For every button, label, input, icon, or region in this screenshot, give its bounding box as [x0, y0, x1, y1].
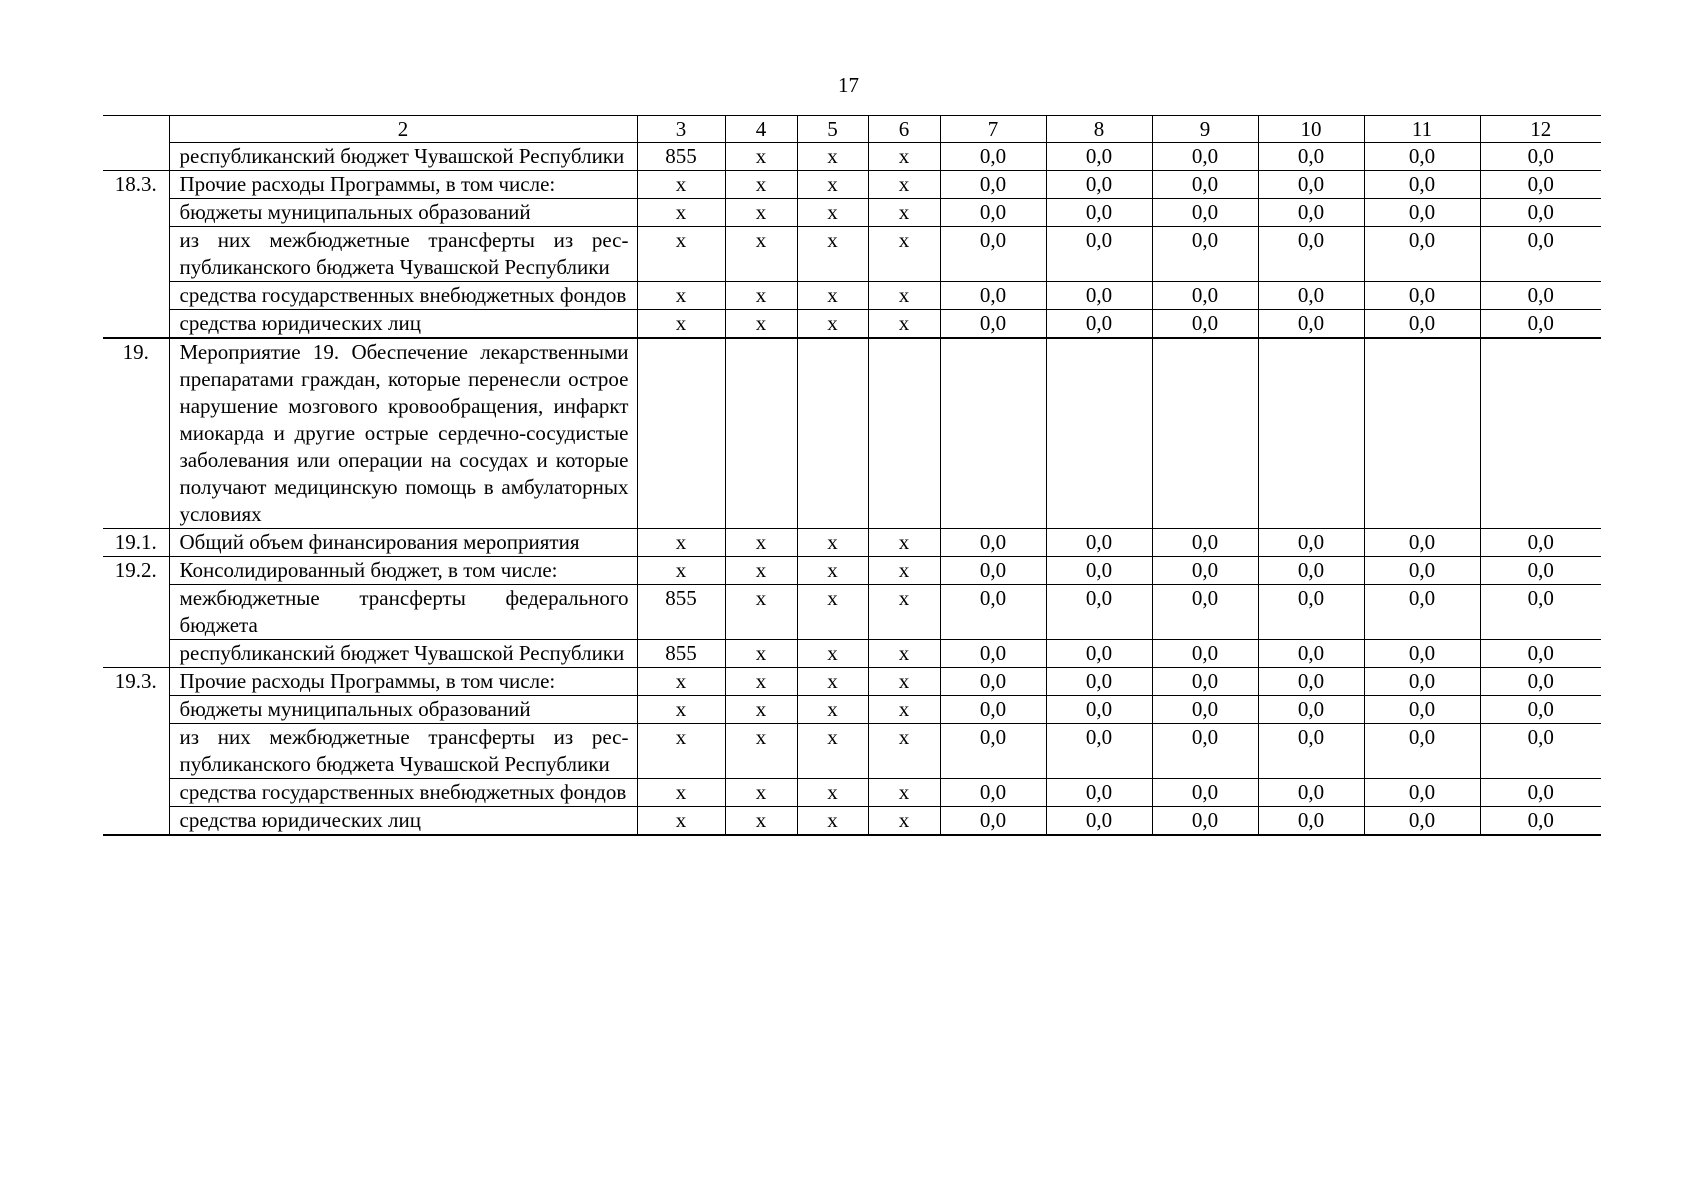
header-cell: 8 — [1046, 116, 1152, 143]
table-row — [103, 227, 1601, 282]
code-cell: х — [637, 779, 725, 807]
row-label-cell: из них межбюджетные трансферты из республиканского бюджета Чувашской Республики — [169, 724, 637, 779]
value-cell: 0,0 — [940, 282, 1046, 310]
value-cell: 0,0 — [1480, 227, 1601, 282]
row-number-cell — [103, 199, 169, 227]
header-cell — [103, 116, 169, 143]
header-cell: 11 — [1364, 116, 1480, 143]
col4-cell: х — [725, 171, 797, 199]
col4-cell: х — [725, 227, 797, 282]
value-cell: 0,0 — [1258, 668, 1364, 696]
table-row — [103, 585, 1601, 640]
table-row — [103, 779, 1601, 807]
row-number-cell — [103, 696, 169, 724]
col5-cell: х — [797, 557, 868, 585]
col5-cell: х — [797, 310, 868, 339]
value-cell: 0,0 — [1152, 585, 1258, 640]
col4-cell: х — [725, 779, 797, 807]
row-label-cell: Мероприятие 19. Обеспечение лекарственными препаратами граждан, которые перенесли острое нарушение мозгового кровообращения, инфаркт миокарда и другие острые сердечно-сосудистые заболевания или операции на сосудах и которые получают медицинскую помощь в амбулаторных условиях — [169, 338, 637, 529]
col4-cell: х — [725, 724, 797, 779]
value-cell: 0,0 — [1046, 585, 1152, 640]
table-row — [103, 310, 1601, 339]
table-row — [103, 640, 1601, 668]
row-label-cell: бюджеты муниципальных образований — [169, 199, 637, 227]
col6-cell: х — [868, 171, 940, 199]
table-row — [103, 338, 1601, 529]
value-cell: 0,0 — [1152, 807, 1258, 836]
col6-cell: х — [868, 282, 940, 310]
row-label-cell: средства государственных внебюджетных фондов — [169, 779, 637, 807]
value-cell: 0,0 — [1046, 143, 1152, 171]
value-cell — [1046, 338, 1152, 529]
value-cell: 0,0 — [1364, 282, 1480, 310]
code-cell: х — [637, 199, 725, 227]
value-cell: 0,0 — [1046, 807, 1152, 836]
table-row — [103, 529, 1601, 557]
value-cell: 0,0 — [1046, 640, 1152, 668]
row-label-cell: средства юридических лиц — [169, 310, 637, 339]
code-cell: х — [637, 171, 725, 199]
code-cell: х — [637, 282, 725, 310]
value-cell: 0,0 — [1152, 724, 1258, 779]
value-cell: 0,0 — [1364, 310, 1480, 339]
value-cell: 0,0 — [1152, 171, 1258, 199]
value-cell: 0,0 — [1258, 227, 1364, 282]
code-cell: х — [637, 227, 725, 282]
value-cell: 0,0 — [940, 668, 1046, 696]
row-number-cell — [103, 143, 169, 171]
col4-cell: х — [725, 807, 797, 836]
col5-cell — [797, 338, 868, 529]
value-cell: 0,0 — [1152, 668, 1258, 696]
value-cell: 0,0 — [940, 199, 1046, 227]
row-label-cell: республиканский бюджет Чувашской Республики — [169, 143, 637, 171]
col6-cell: х — [868, 696, 940, 724]
table-row — [103, 668, 1601, 696]
header-cell: 3 — [637, 116, 725, 143]
row-label-cell: средства государственных внебюджетных фондов — [169, 282, 637, 310]
value-cell: 0,0 — [1046, 668, 1152, 696]
value-cell: 0,0 — [1364, 143, 1480, 171]
value-cell: 0,0 — [1364, 199, 1480, 227]
value-cell — [1364, 338, 1480, 529]
code-cell — [637, 338, 725, 529]
value-cell: 0,0 — [940, 585, 1046, 640]
col5-cell: х — [797, 199, 868, 227]
table-row — [103, 143, 1601, 171]
value-cell: 0,0 — [1258, 779, 1364, 807]
value-cell: 0,0 — [1046, 696, 1152, 724]
value-cell: 0,0 — [1480, 668, 1601, 696]
row-number-cell: 19.3. — [103, 668, 169, 696]
table-row — [103, 199, 1601, 227]
value-cell: 0,0 — [1480, 171, 1601, 199]
code-cell: 855 — [637, 640, 725, 668]
row-number-cell — [103, 640, 169, 668]
value-cell: 0,0 — [1364, 779, 1480, 807]
value-cell: 0,0 — [1258, 199, 1364, 227]
row-number-cell: 19.1. — [103, 529, 169, 557]
row-number-cell — [103, 227, 169, 282]
col6-cell: х — [868, 310, 940, 339]
col6-cell: х — [868, 529, 940, 557]
col5-cell: х — [797, 529, 868, 557]
value-cell: 0,0 — [1480, 807, 1601, 836]
row-label-cell: из них межбюджетные трансферты из республиканского бюджета Чувашской Республики — [169, 227, 637, 282]
col5-cell: х — [797, 807, 868, 836]
header-cell: 2 — [169, 116, 637, 143]
col4-cell — [725, 338, 797, 529]
header-cell: 4 — [725, 116, 797, 143]
value-cell: 0,0 — [940, 557, 1046, 585]
value-cell: 0,0 — [1364, 557, 1480, 585]
code-cell: х — [637, 724, 725, 779]
value-cell: 0,0 — [1046, 724, 1152, 779]
row-number-cell — [103, 310, 169, 339]
value-cell: 0,0 — [1152, 143, 1258, 171]
table-row — [103, 807, 1601, 836]
value-cell: 0,0 — [1258, 529, 1364, 557]
col6-cell: х — [868, 807, 940, 836]
value-cell: 0,0 — [1480, 640, 1601, 668]
value-cell: 0,0 — [1364, 529, 1480, 557]
col6-cell: х — [868, 557, 940, 585]
value-cell: 0,0 — [1152, 199, 1258, 227]
col6-cell: х — [868, 199, 940, 227]
row-number-cell: 19.2. — [103, 557, 169, 585]
row-label-cell: Прочие расходы Программы, в том числе: — [169, 171, 637, 199]
value-cell: 0,0 — [1364, 696, 1480, 724]
code-cell: 855 — [637, 585, 725, 640]
header-cell: 7 — [940, 116, 1046, 143]
value-cell: 0,0 — [940, 724, 1046, 779]
col5-cell: х — [797, 724, 868, 779]
value-cell: 0,0 — [940, 779, 1046, 807]
header-cell: 9 — [1152, 116, 1258, 143]
col4-cell: х — [725, 199, 797, 227]
col5-cell: х — [797, 779, 868, 807]
value-cell: 0,0 — [1046, 529, 1152, 557]
value-cell: 0,0 — [1258, 585, 1364, 640]
value-cell: 0,0 — [1152, 529, 1258, 557]
value-cell: 0,0 — [1152, 779, 1258, 807]
col5-cell: х — [797, 143, 868, 171]
value-cell: 0,0 — [1480, 529, 1601, 557]
value-cell: 0,0 — [1046, 557, 1152, 585]
row-label-cell: Консолидированный бюджет, в том числе: — [169, 557, 637, 585]
value-cell: 0,0 — [1364, 724, 1480, 779]
value-cell: 0,0 — [1480, 310, 1601, 339]
value-cell: 0,0 — [1258, 640, 1364, 668]
value-cell: 0,0 — [940, 171, 1046, 199]
col4-cell: х — [725, 557, 797, 585]
code-cell: х — [637, 696, 725, 724]
col5-cell: х — [797, 696, 868, 724]
row-number-cell — [103, 807, 169, 836]
col5-cell: х — [797, 171, 868, 199]
row-label-cell: Общий объем финансирования мероприятия — [169, 529, 637, 557]
value-cell: 0,0 — [1480, 724, 1601, 779]
value-cell: 0,0 — [1364, 171, 1480, 199]
col5-cell: х — [797, 282, 868, 310]
col6-cell: х — [868, 585, 940, 640]
row-number-cell — [103, 724, 169, 779]
col6-cell: х — [868, 143, 940, 171]
value-cell: 0,0 — [940, 310, 1046, 339]
value-cell: 0,0 — [1152, 282, 1258, 310]
value-cell: 0,0 — [1258, 557, 1364, 585]
value-cell: 0,0 — [1152, 227, 1258, 282]
row-label-cell: бюджеты муниципальных образований — [169, 696, 637, 724]
col4-cell: х — [725, 282, 797, 310]
col4-cell: х — [725, 668, 797, 696]
row-number-cell: 18.3. — [103, 171, 169, 199]
col5-cell: х — [797, 640, 868, 668]
col4-cell: х — [725, 640, 797, 668]
col5-cell: х — [797, 227, 868, 282]
value-cell: 0,0 — [1152, 310, 1258, 339]
col6-cell: х — [868, 227, 940, 282]
header-cell: 5 — [797, 116, 868, 143]
row-number-cell — [103, 779, 169, 807]
col4-cell: х — [725, 310, 797, 339]
code-cell: х — [637, 529, 725, 557]
value-cell — [1258, 338, 1364, 529]
table-row — [103, 557, 1601, 585]
value-cell: 0,0 — [1258, 171, 1364, 199]
value-cell — [940, 338, 1046, 529]
col6-cell: х — [868, 779, 940, 807]
code-cell: х — [637, 310, 725, 339]
col5-cell: х — [797, 668, 868, 696]
value-cell: 0,0 — [1046, 199, 1152, 227]
code-cell: х — [637, 557, 725, 585]
value-cell: 0,0 — [1480, 282, 1601, 310]
value-cell: 0,0 — [1046, 282, 1152, 310]
value-cell: 0,0 — [940, 640, 1046, 668]
col4-cell: х — [725, 143, 797, 171]
value-cell: 0,0 — [1258, 143, 1364, 171]
value-cell: 0,0 — [940, 696, 1046, 724]
value-cell: 0,0 — [1480, 143, 1601, 171]
value-cell: 0,0 — [1258, 807, 1364, 836]
value-cell: 0,0 — [940, 227, 1046, 282]
value-cell: 0,0 — [1258, 696, 1364, 724]
table-header-row — [103, 116, 1601, 143]
row-number-cell — [103, 282, 169, 310]
table-row — [103, 171, 1601, 199]
value-cell: 0,0 — [1258, 310, 1364, 339]
value-cell: 0,0 — [1364, 807, 1480, 836]
value-cell: 0,0 — [1152, 640, 1258, 668]
col5-cell: х — [797, 585, 868, 640]
value-cell: 0,0 — [940, 143, 1046, 171]
row-label-cell: средства юридических лиц — [169, 807, 637, 836]
value-cell: 0,0 — [1364, 668, 1480, 696]
header-cell: 10 — [1258, 116, 1364, 143]
row-label-cell: Прочие расходы Программы, в том числе: — [169, 668, 637, 696]
row-label-cell: межбюджетные трансферты федерального бюджета — [169, 585, 637, 640]
value-cell: 0,0 — [1046, 171, 1152, 199]
header-cell: 6 — [868, 116, 940, 143]
table-row — [103, 724, 1601, 779]
code-cell: 855 — [637, 143, 725, 171]
row-number-cell — [103, 585, 169, 640]
value-cell: 0,0 — [1480, 199, 1601, 227]
header-cell: 12 — [1480, 116, 1601, 143]
row-number-cell: 19. — [103, 338, 169, 529]
value-cell: 0,0 — [1480, 696, 1601, 724]
budget-table — [103, 115, 1601, 836]
value-cell: 0,0 — [1046, 227, 1152, 282]
value-cell: 0,0 — [1364, 227, 1480, 282]
table-row — [103, 282, 1601, 310]
table-row — [103, 696, 1601, 724]
value-cell: 0,0 — [1258, 724, 1364, 779]
table-body — [103, 116, 1601, 836]
value-cell: 0,0 — [940, 529, 1046, 557]
value-cell: 0,0 — [1152, 557, 1258, 585]
value-cell: 0,0 — [1480, 779, 1601, 807]
col6-cell: х — [868, 668, 940, 696]
value-cell: 0,0 — [1364, 640, 1480, 668]
value-cell: 0,0 — [1364, 585, 1480, 640]
value-cell: 0,0 — [1046, 779, 1152, 807]
value-cell: 0,0 — [1046, 310, 1152, 339]
value-cell — [1152, 338, 1258, 529]
value-cell: 0,0 — [1480, 585, 1601, 640]
value-cell: 0,0 — [1152, 696, 1258, 724]
col6-cell — [868, 338, 940, 529]
col4-cell: х — [725, 696, 797, 724]
value-cell: 0,0 — [1258, 282, 1364, 310]
col6-cell: х — [868, 724, 940, 779]
col4-cell: х — [725, 585, 797, 640]
page-number: 17 — [838, 73, 859, 97]
col6-cell: х — [868, 640, 940, 668]
value-cell: 0,0 — [940, 807, 1046, 836]
code-cell: х — [637, 668, 725, 696]
value-cell: 0,0 — [1480, 557, 1601, 585]
value-cell — [1480, 338, 1601, 529]
row-label-cell: республиканский бюджет Чувашской Республики — [169, 640, 637, 668]
code-cell: х — [637, 807, 725, 836]
col4-cell: х — [725, 529, 797, 557]
